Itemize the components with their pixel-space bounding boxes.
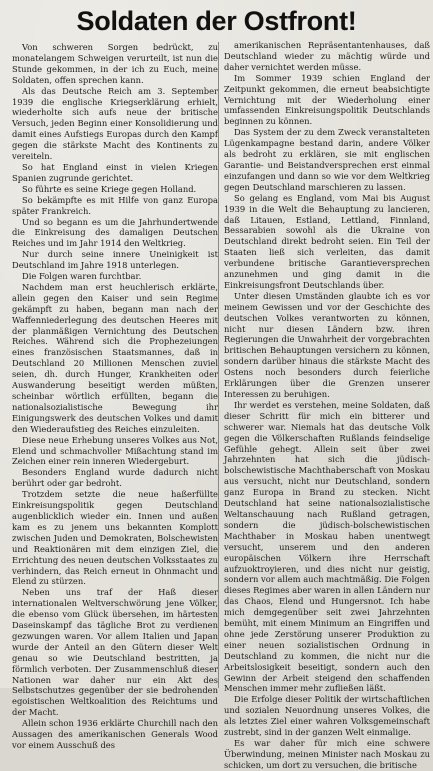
paragraph: Nachdem man erst heuchlerisch erklärte, allein gegen den Kaiser und sein Regime gekämpft zu haben, begann man nach der Waffenniederlegung des deutschen Heeres mit der planmäßigen Vernichtung des Deutschen Reiches. Während sich die Prophezeiungen eines französischen Staatsmannes, daß in Deutschland 20 Millionen Menschen zuviel seien, dh. durch Hunger, Krankheiten oder Auswanderung beseitigt werden müßten, scheinbar wörtlich erfüllten, begann die nationalsozialistische Bewegung ihr Einigungswerk des deutschen Volkes und damit den Wiederaufstieg des Reiches einzuleiten.	[12, 281, 218, 434]
paragraph: So hat England einst in vielen Kriegen Spanien zugrunde gerichtet.	[12, 161, 218, 183]
column-divider	[218, 42, 219, 688]
paragraph: Es war daher für mich eine schwere Überwindung, meinen Minister nach Moskau zu schicken, um dort zu versuchen, die britische	[224, 738, 430, 770]
paragraph: Von schweren Sorgen bedrückt, zu monatelangem Schweigen verurteilt, ist nun die Stunde gekommen, in der ich zu Euch, meine Soldaten, offen sprechen kann.	[12, 42, 218, 85]
text-column-left	[12, 42, 218, 750]
paragraph: Das System der zu dem Zweck veranstalteten Lügenkampagne bestand darin, andere Völker als bedroht zu erklären, sie mit englischen Garantie- und Beistandversprechen erst einmal einzufangen und dann so wie vor dem Weltkrieg gegen Deutschland marschieren zu lassen.	[224, 127, 430, 192]
paragraph: Allein schon 1936 erklärte Churchill nach den Aussagen des amerikanischen Generals Wood vor einem Ausschuß des	[12, 718, 218, 750]
page-title: Soldaten der Ostfront!	[76, 6, 357, 36]
paragraph: amerikanischen Repräsentantenhauses, daß Deutschland wieder zu mächtig würde und daher vernichtet werden müsse.	[224, 40, 430, 72]
paragraph: So bekämpfte es mit Hilfe von ganz Europa später Frankreich.	[12, 194, 218, 216]
paragraph: Die Erfolge dieser Politik der wirtschaftlichen und sozialen Neuordnung unseres Volkes, die als letztes Ziel einer wahren Volksgemeinschaft zustrebt, sind in der ganzen Welt einmalige.	[224, 694, 430, 738]
paragraph: Die Folgen waren furchtbar.	[22, 271, 142, 282]
text-column-right	[224, 40, 430, 770]
paragraph: So gelang es England, vom Mai bis August 1939 in die Welt die Behauptung zu lancieren, daß Litauen, Estland, Lettland, Finnland, Bessarabien sowohl als die Ukraine von Deutschland direkt bedroht seien. Ein Teil der Staaten ließ sich verleiten, das damit verbundene britische Garantieversprechen anzunehmen und ging damit in die Einkreisungsfront Deutschlands über.	[224, 192, 430, 290]
paragraph: Als das Deutsche Reich am 3. September 1939 die englische Kriegserklärung erhielt, wiederholte sich aufs neue der britische Versuch, jeden Beginn einer Konsolidierung und damit eines Aufstiegs Europas durch den Kampf gegen die stärkste Macht des Kontinents zu vereiteln.	[12, 85, 218, 162]
paragraph: Und so begann es um die Jahrhundertwende die Einkreisung des damaligen Deutschen Reiches und im Jahr 1914 den Weltkrieg.	[12, 216, 218, 249]
paragraph: Unter diesen Umständen glaubte ich es vor meinem Gewissen und vor der Geschichte des deutschen Volkes verantworten zu können, nicht nur diesen Ländern bzw. ihren Regierungen die Unwahrheit der vorgebrachten britischen Behauptungen versichern zu können, sondern darüber hinaus die stärkste Macht des Ostens noch besonders durch feierliche Erklärungen über die Grenzen unserer Interessen zu beruhigen.	[224, 290, 430, 399]
paragraph: So führte es seine Kriege gegen Holland.	[22, 183, 197, 194]
paragraph: Besonders England wurde dadurch nicht berührt oder gar bedroht.	[12, 467, 218, 489]
paragraph: Trotzdem setzte die neue haßerfüllte Einkreisungspolitik gegen Deutschland augenblicklich wieder ein. Innen und außen kam es zu jenem uns bekannten Komplott zwischen Juden und Demokraten, Bolschewisten und Reaktionären mit dem einzigen Ziel, die Errichtung des neuen deutschen Volksstaates zu verhindern, das Reich erneut in Ohnmacht und Elend zu stürzen.	[12, 489, 218, 587]
paragraph: Ihr werdet es verstehen, meine Soldaten, daß dieser Schritt für mich ein bitterer und schwerer war. Niemals hat das deutsche Volk gegen die Völkerschaften Rußlands feindselige Gefühle gehegt. Allein seit über zwei Jahrzehnten hat sich die jüdisch-bolschewistische Machthaberschaft von Moskau aus versucht, nicht nur Deutschland, sondern ganz Europa in Brand zu stecken. Nicht Deutschland hat seine nationalsozialistische Weltanschauung nach Rußland getragen, sondern die jüdisch-bolschewistischen Machthaber in Moskau haben unentwegt versucht, unserem und den anderen europäischen Völkern ihre Herrschaft aufzuoktroyieren, und dies nicht nur geistig, sondern vor allem auch machtmäßig. Die Folgen dieses Regimes aber waren in allen Ländern nur das Chaos, Elend und Hungersnot. Ich habe mich demgegenüber seit zwei Jahrzehnten bemüht, mit einem Minimum an Eingriffen und ohne jede Zerstörung unserer Produktion zu einer neuen sozialistischen Ordnung in Deutschland zu kommen, die nicht nur die Arbeitslosigkeit beseitigt, sondern auch den Gewinn der Arbeit steigend den schaffenden Menschen immer mehr zufließen läßt.	[224, 399, 430, 694]
paragraph: Nur durch seine innere Uneinigkeit ist Deutschland im Jahre 1918 unterlegen.	[12, 249, 218, 271]
paragraph: Diese neue Erhebung unseres Volkes aus Not, Elend und schmachvoller Mißachtung stand im Zeichen einer rein inneren Wiedergeburt.	[12, 434, 218, 467]
paragraph: Im Sommer 1939 schien England der Zeitpunkt gekommen, die erneut beabsichtigte Vernichtung mit der Wiederholung einer umfassenden Einkreisungspolitik Deutschlands beginnen zu können.	[224, 72, 430, 127]
paragraph: Neben uns traf der Haß dieser internationalen Weltverschwörung jene Völker, die ebenso vom Glück übersehen, im härtesten Daseinskampf das tägliche Brot zu verdienen gezwungen waren. Vor allem Italien und Japan wurde der Anteil an den Gütern dieser Welt genau so wie Deutschland bestritten, ja förmlich verboten. Der Zusammenschluß dieser Nationen war daher nur ein Akt des Selbstschutzes gegenüber der sie bedrohenden egoistischen Weltkoalition des Reichtums und der Macht.	[12, 587, 218, 718]
